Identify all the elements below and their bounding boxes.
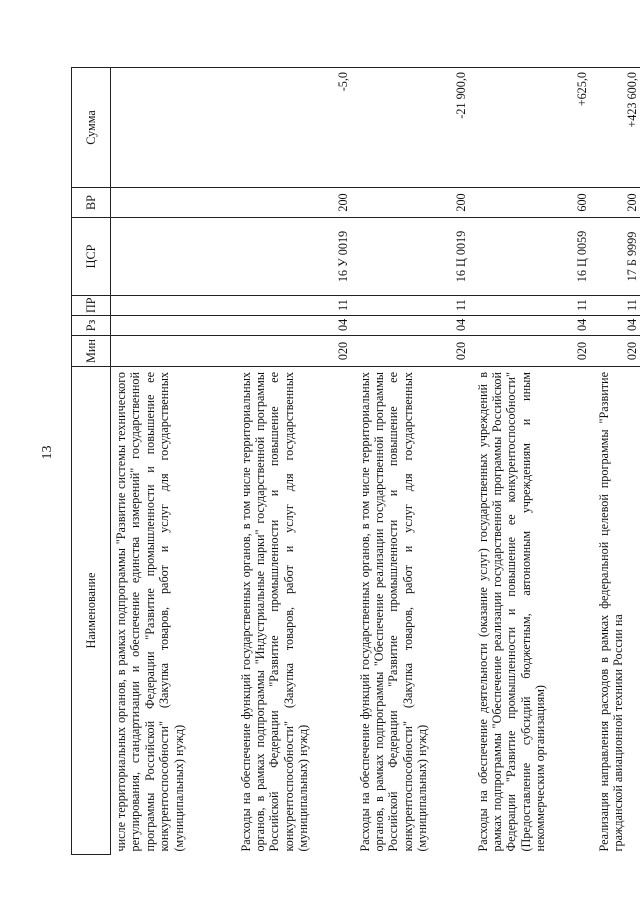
row-min: 020 bbox=[236, 336, 355, 367]
header-name: Наименование bbox=[72, 367, 111, 855]
row-pr: 11 bbox=[236, 296, 355, 316]
row-rz: 04 bbox=[473, 316, 594, 336]
row-rz: 04 bbox=[594, 316, 640, 336]
row-vr: 200 bbox=[594, 188, 640, 218]
row-min: 020 bbox=[594, 336, 640, 367]
header-min: Мин bbox=[72, 336, 111, 367]
row-min bbox=[111, 336, 236, 367]
row-csr: 16 У 0019 bbox=[236, 218, 355, 296]
table-row bbox=[473, 68, 594, 855]
row-name: Расходы на обеспечение функций государственных органов, в том числе территориальных органов, в рамках подпрограммы "Обеспечение реализации государственной программы Российской Федерации "Развитие промышленности и повышение ее конкурентоспособности" (Закупка товаров, работ и услуг для государственных (муниципальных) нужд) bbox=[355, 367, 473, 855]
row-name: Расходы на обеспечение функций государственных органов, в том числе территориальных органов, в рамках подпрограммы "Индустриальные парки" государственной программы Российской Федерации "Развитие промышленности и повышение ее конкурентоспособности" (Закупка товаров, работ и услуг для государственных (муниципальных) нужд) bbox=[236, 367, 355, 855]
table-row bbox=[594, 68, 640, 855]
table-row bbox=[355, 68, 473, 855]
row-vr: 200 bbox=[355, 188, 473, 218]
row-pr bbox=[111, 296, 236, 316]
header-rz: Рз bbox=[72, 316, 111, 336]
row-vr: 600 bbox=[473, 188, 594, 218]
row-name: числе территориальных органов, в рамках подпрограммы "Развитие системы технического регулирования, стандартизации и обеспечение единства измерений" государственной программы Российской Федерации "Развитие промышленности и повышение ее конкурентоспособности" (Закупка товаров, работ и услуг для государственных (муниципальных) нужд) bbox=[111, 367, 236, 855]
row-vr: 200 bbox=[236, 188, 355, 218]
table-header-row bbox=[72, 68, 111, 855]
row-pr: 11 bbox=[473, 296, 594, 316]
row-pr: 11 bbox=[594, 296, 640, 316]
row-csr bbox=[111, 218, 236, 296]
row-sum: +625,0 bbox=[473, 68, 594, 188]
row-rz: 04 bbox=[355, 316, 473, 336]
row-rz: 04 bbox=[236, 316, 355, 336]
row-name: Реализация направления расходов в рамках федеральной целевой программы "Развитие гражданской авиационной техники России на bbox=[594, 367, 640, 855]
row-pr: 11 bbox=[355, 296, 473, 316]
table-row bbox=[111, 68, 236, 855]
header-vr: ВР bbox=[72, 188, 111, 218]
header-pr: ПР bbox=[72, 296, 111, 316]
row-rz bbox=[111, 316, 236, 336]
row-min: 020 bbox=[355, 336, 473, 367]
page-number: 13 bbox=[40, 445, 55, 460]
row-sum: -5,0 bbox=[236, 68, 355, 188]
row-csr: 17 Б 9999 bbox=[594, 218, 640, 296]
row-csr: 16 Ц 0019 bbox=[355, 218, 473, 296]
header-sum: Сумма bbox=[72, 68, 111, 188]
row-sum bbox=[111, 68, 236, 188]
row-csr: 16 Ц 0059 bbox=[473, 218, 594, 296]
row-vr bbox=[111, 188, 236, 218]
row-sum: +423 600,0 bbox=[594, 68, 640, 188]
table-row bbox=[236, 68, 355, 855]
header-csr: ЦСР bbox=[72, 218, 111, 296]
row-min: 020 bbox=[473, 336, 594, 367]
budget-table bbox=[71, 67, 640, 855]
row-sum: -21 900,0 bbox=[355, 68, 473, 188]
row-name: Расходы на обеспечение деятельности (оказание услуг) государственных учреждений в рамках подпрограммы "Обеспечение реализации государственной программы Российской Федерации "Развитие промышленности и повышение ее конкурентоспособности" (Предоставление субсидий бюджетным, автономным учреждениям и иным некоммерческим организациям) bbox=[473, 367, 594, 855]
